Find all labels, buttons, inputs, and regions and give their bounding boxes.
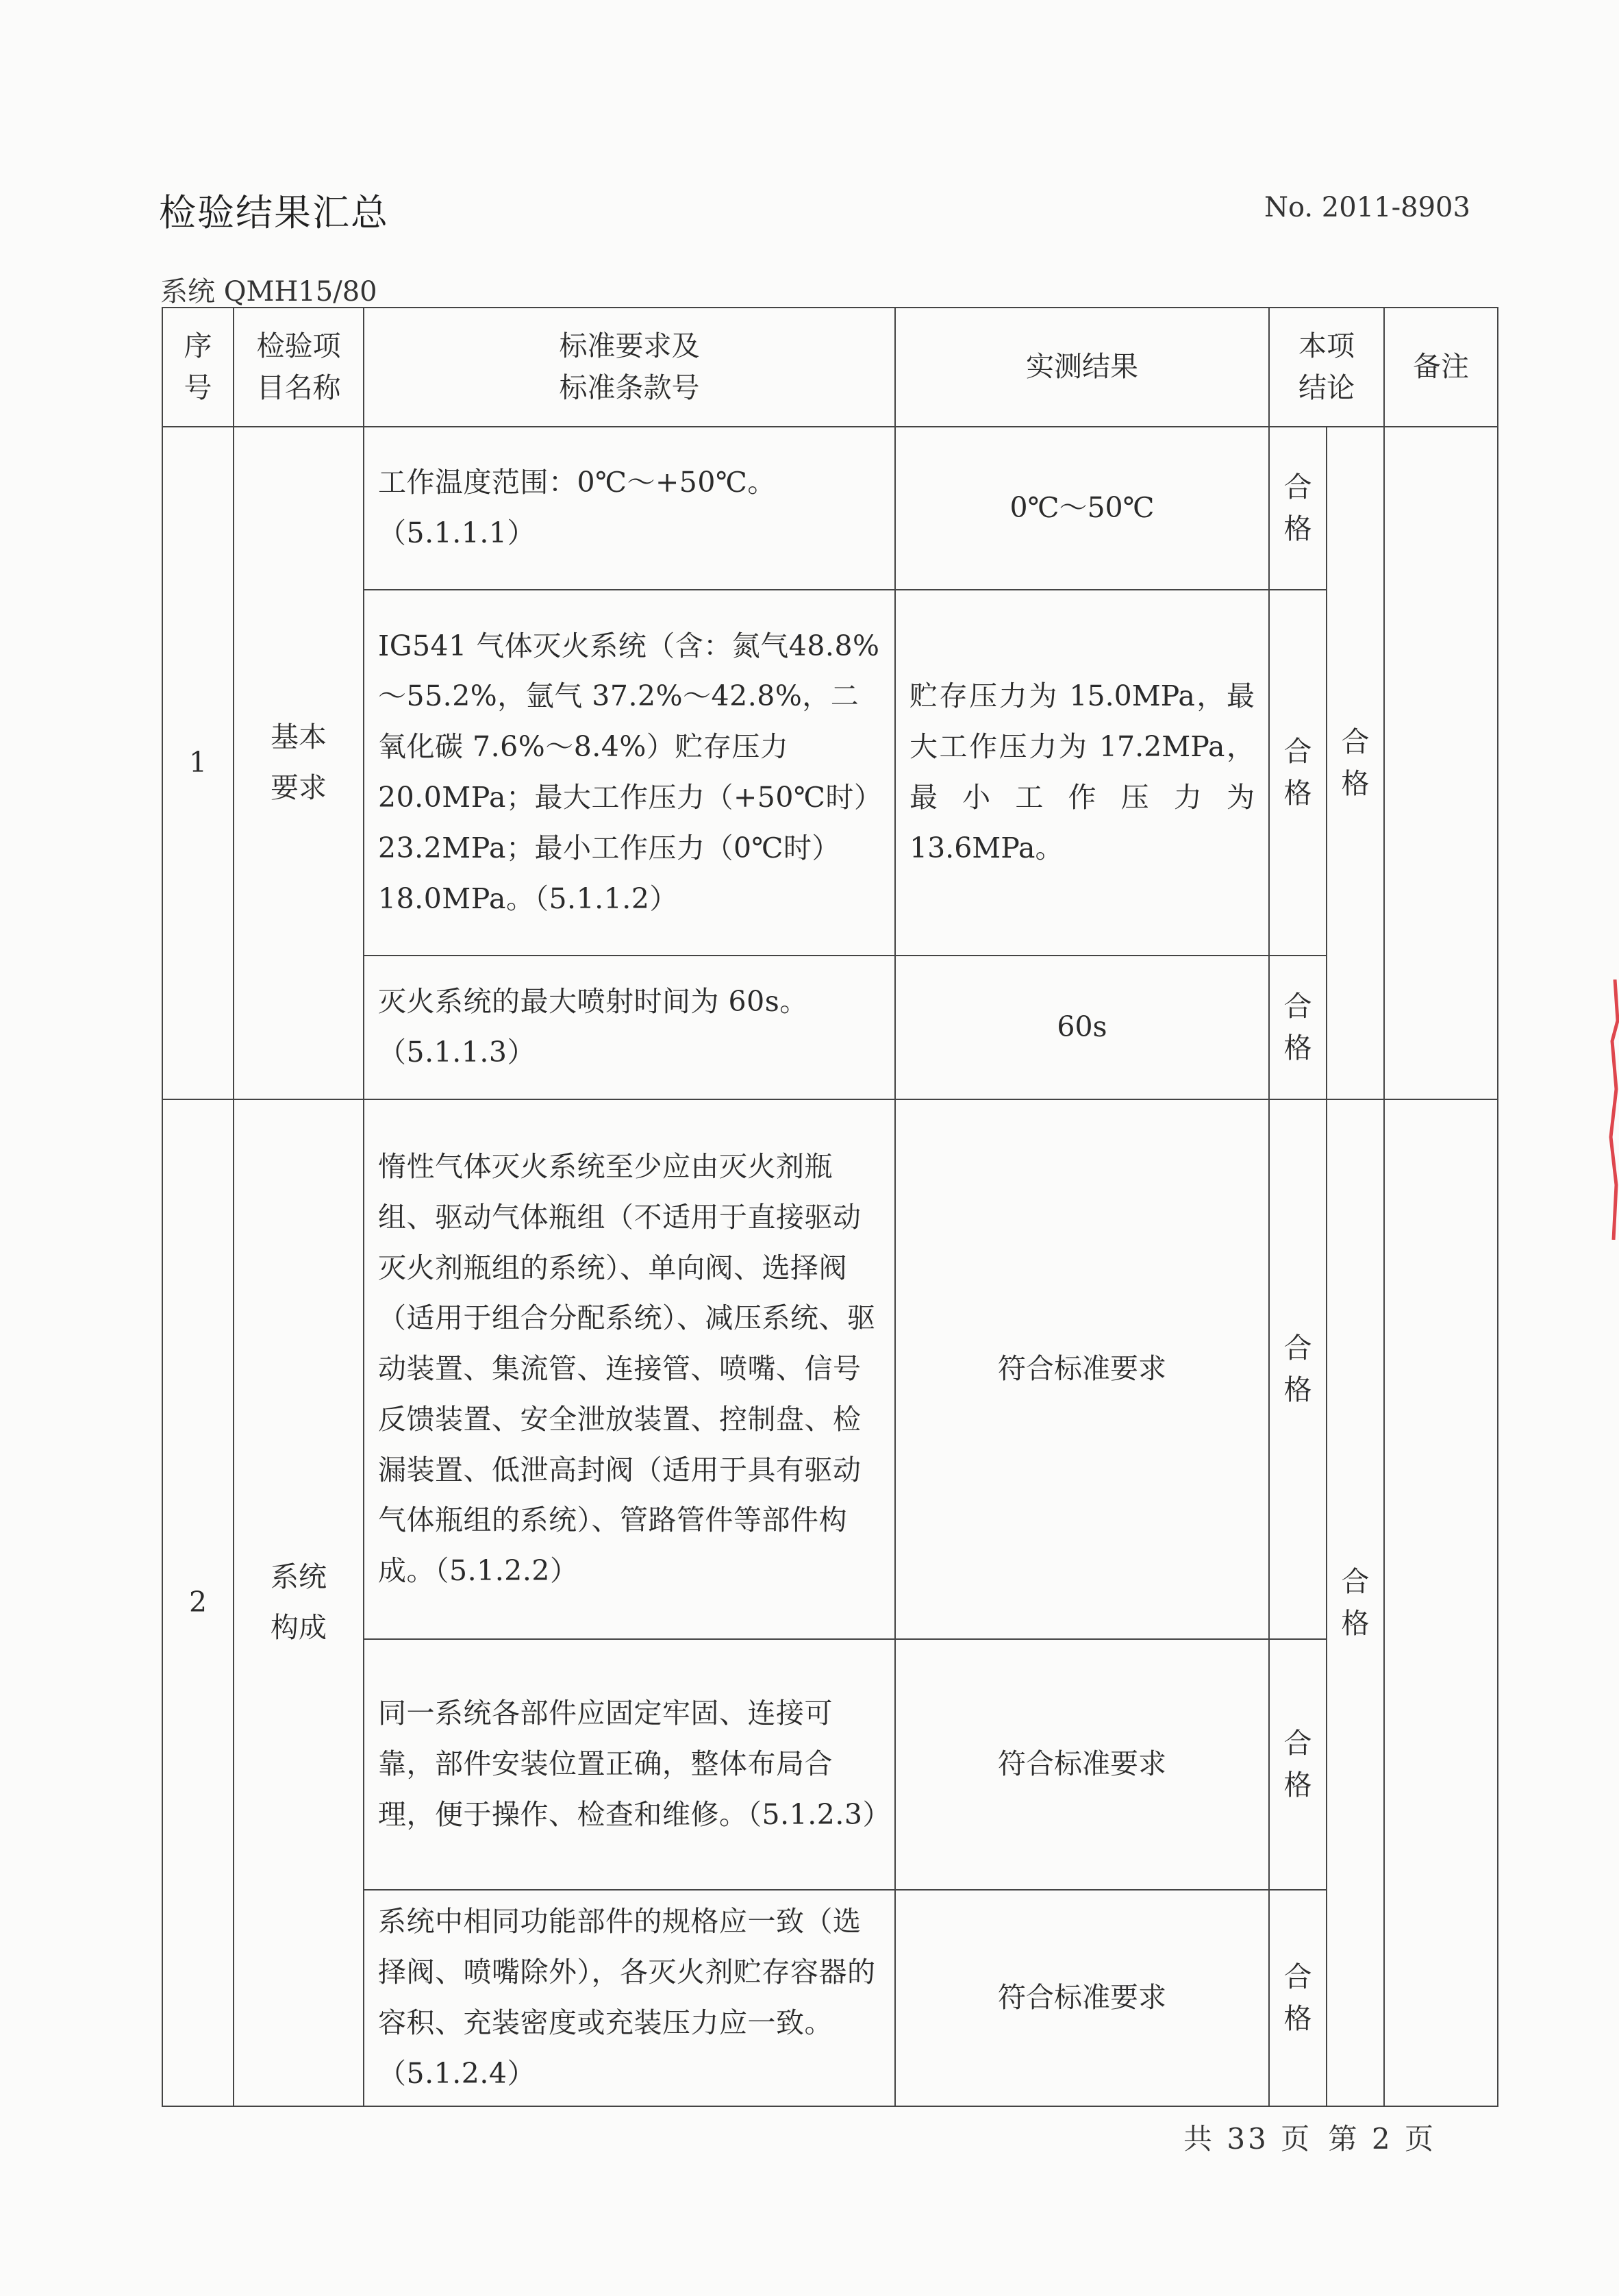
row-conclusion-cell: 合格 [1269,1639,1327,1890]
table-header-row [162,308,1498,427]
seq-cell: 1 [162,427,234,1099]
standard-cell: IG541 气体灭火系统（含：氮气48.8%～55.2%，氩气 37.2%～42.8%，二氧化碳 7.6%～8.4%）贮存压力20.0MPa；最大工作压力（+50℃时）23.2MPa；最小工作压力（0℃时）18.0MPa。（5.1.1.2） [364,590,895,956]
header-conclusion: 本项结论 [1269,308,1384,427]
header-result: 实测结果 [895,308,1269,427]
standard-cell: 工作温度范围：0℃～+50℃。（5.1.1.1） [364,427,895,590]
report-number: No. 2011-8903 [1264,192,1470,223]
inspection-summary-table [162,307,1498,2107]
seq-cell: 2 [162,1099,234,2106]
header-seq: 序号 [162,308,234,427]
remark-cell [1384,427,1498,1099]
stamp-edge-mark [1608,979,1619,1240]
item-cell: 基本要求 [234,427,364,1099]
group-conclusion-cell: 合格 [1327,1099,1384,2106]
page-number: 第 2 页 [1328,2122,1436,2156]
result-cell: 0℃～50℃ [895,427,1269,590]
page-footer [1183,2117,1440,2158]
header-item: 检验项目名称 [234,308,364,427]
group-conclusion-cell: 合格 [1327,427,1384,1099]
page-title: 检验结果汇总 [159,191,389,234]
row-conclusion-cell: 合格 [1269,956,1327,1099]
row-conclusion-cell: 合格 [1269,427,1327,590]
standard-cell: 灭火系统的最大喷射时间为 60s。（5.1.1.3） [364,956,895,1099]
result-cell: 60s [895,956,1269,1099]
system-label: 系统 QMH15/80 [160,276,377,308]
item-cell: 系统构成 [234,1099,364,2106]
header-standard: 标准要求及标准条款号 [364,308,895,427]
remark-cell [1384,1099,1498,2106]
table-row [162,1099,1498,1639]
result-cell: 符合标准要求 [895,1639,1269,1890]
standard-cell: 系统中相同功能部件的规格应一致（选择阀、喷嘴除外），各灭火剂贮存容器的容积、充装密度或充装压力应一致。（5.1.2.4） [364,1890,895,2106]
standard-cell: 同一系统各部件应固定牢固、连接可靠，部件安装位置正确，整体布局合理，便于操作、检查和维修。（5.1.2.3） [364,1639,895,1890]
total-pages: 共 33 页 [1183,2122,1313,2156]
row-conclusion-cell: 合格 [1269,1099,1327,1639]
row-conclusion-cell: 合格 [1269,1890,1327,2106]
header-remark: 备注 [1384,308,1498,427]
table-row [162,427,1498,590]
result-cell: 贮存压力为 15.0MPa，最大工作压力为 17.2MPa，最小工作压力为 13.6MPa。 [895,590,1269,956]
result-cell: 符合标准要求 [895,1890,1269,2106]
result-cell: 符合标准要求 [895,1099,1269,1639]
standard-cell: 惰性气体灭火系统至少应由灭火剂瓶组、驱动气体瓶组（不适用于直接驱动灭火剂瓶组的系统）、单向阀、选择阀（适用于组合分配系统）、减压系统、驱动装置、集流管、连接管、喷嘴、信号反馈装置、安全泄放装置、控制盘、检漏装置、低泄高封阀（适用于具有驱动气体瓶组的系统）、管路管件等部件构成。（5.1.2.2） [364,1099,895,1639]
row-conclusion-cell: 合格 [1269,590,1327,956]
